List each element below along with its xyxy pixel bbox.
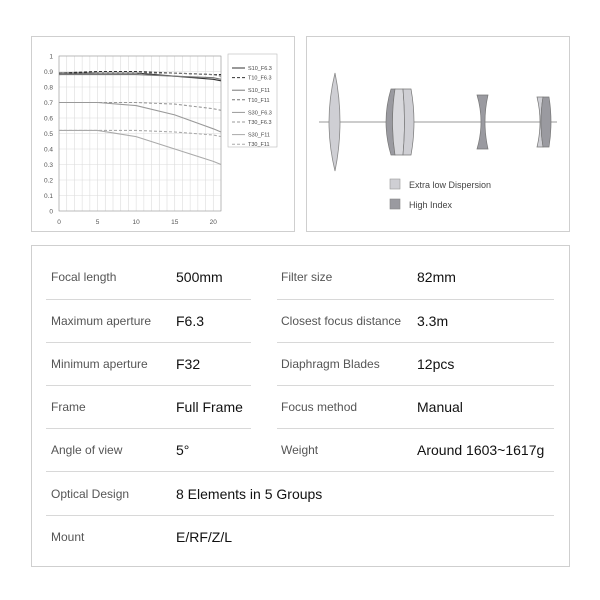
mtf-chart-panel <box>31 36 295 232</box>
spec-row <box>32 256 569 299</box>
lens-structure-diagram <box>307 37 569 231</box>
spec-label: Angle of view <box>51 443 123 457</box>
y-tick-label: 0.2 <box>43 177 53 185</box>
lens-element-3 <box>393 89 405 155</box>
high-index-swatch <box>390 199 400 209</box>
spec-value: 82mm <box>417 269 456 285</box>
spec-row <box>32 516 569 559</box>
spec-value: E/RF/Z/L <box>176 529 233 545</box>
y-tick-label: 0.1 <box>43 193 53 200</box>
spec-value: 8 Elements in 5 Groups <box>176 486 323 502</box>
legend-label: T10_F6.3 <box>248 75 272 82</box>
spec-value: F6.3 <box>176 313 205 329</box>
optical-diagram-panel <box>306 36 570 232</box>
spec-row <box>32 343 569 386</box>
spec-label: Diaphragm Blades <box>281 357 380 371</box>
y-tick-label: 0.4 <box>43 146 53 154</box>
spec-label: Maximum aperture <box>51 314 152 328</box>
legend-label-ed: Extra low Dispersion <box>409 180 492 190</box>
x-tick-label: 5 <box>95 219 100 226</box>
spec-table <box>31 245 570 567</box>
spec-label: Optical Design <box>51 487 130 501</box>
spec-label: Focus method <box>281 400 358 414</box>
spec-label: Focal length <box>51 270 117 284</box>
y-tick-label: 1 <box>49 53 53 61</box>
spec-label: Filter size <box>281 270 333 284</box>
series-line-S10_F11 <box>59 75 221 80</box>
row-divider <box>46 471 554 472</box>
lens-element-4 <box>403 89 414 155</box>
spec-label: Minimum aperture <box>51 357 148 371</box>
spec-value: F32 <box>176 356 201 372</box>
mtf-chart <box>32 37 294 231</box>
y-tick-label: 0.3 <box>43 162 53 169</box>
y-axis-ticks <box>44 54 53 216</box>
x-tick-label: 10 <box>132 219 140 226</box>
legend-label-high-index: High Index <box>409 200 453 210</box>
spec-label: Mount <box>51 530 85 544</box>
spec-value: 3.3m <box>417 313 449 329</box>
y-tick-label: 0.5 <box>43 131 53 138</box>
spec-row <box>32 386 569 429</box>
legend-label: S30_F11 <box>248 132 270 139</box>
y-tick-label: 0.9 <box>43 69 53 76</box>
ed-swatch <box>390 179 400 189</box>
spec-row <box>32 473 569 516</box>
x-tick-label: 20 <box>209 219 217 226</box>
spec-value: 12pcs <box>417 356 455 372</box>
y-tick-label: 0.7 <box>43 100 53 107</box>
legend-label: T30_F11 <box>248 142 270 149</box>
legend-label: T10_F11 <box>248 97 270 104</box>
spec-value: Around 1603~1617g <box>417 442 545 458</box>
y-tick-label: 0.6 <box>43 115 53 123</box>
spec-label: Weight <box>281 443 319 457</box>
legend-label: S30_F6.3 <box>248 110 272 117</box>
spec-row <box>32 300 569 343</box>
spec-label: Frame <box>51 400 86 414</box>
legend-label: S10_F6.3 <box>248 66 272 72</box>
y-tick-label: 0.8 <box>43 84 53 92</box>
series-line-S30_F11 <box>59 130 221 164</box>
lens-element-1 <box>329 73 340 171</box>
spec-label: Closest focus distance <box>281 314 402 328</box>
spec-value: Manual <box>417 399 463 415</box>
y-tick-label: 0 <box>49 208 53 216</box>
x-tick-label: 0 <box>57 219 61 226</box>
x-axis-ticks <box>57 219 217 226</box>
legend-label: S10_F11 <box>248 88 270 95</box>
spec-row <box>32 429 569 472</box>
lens-element-7 <box>541 97 551 147</box>
spec-value: 5° <box>176 442 190 458</box>
spec-value: 500mm <box>176 269 223 285</box>
legend-label: T30_F6.3 <box>248 120 272 126</box>
spec-value: Full Frame <box>176 399 243 415</box>
x-tick-label: 15 <box>171 219 179 226</box>
